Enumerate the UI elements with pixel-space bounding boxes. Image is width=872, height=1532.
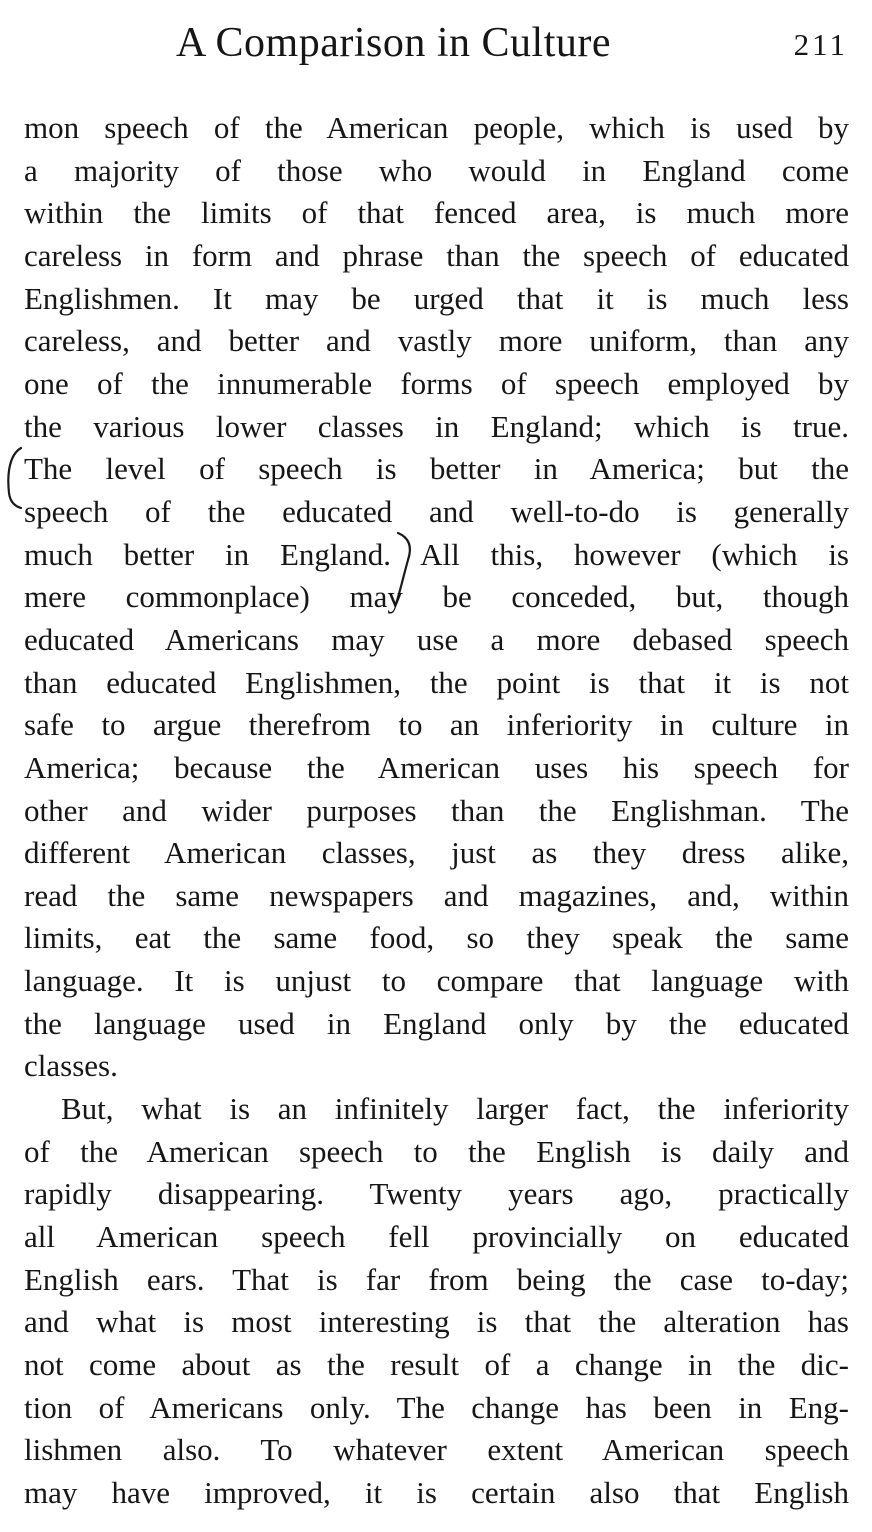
text-line: mon speech of the American people, which is used by [24,110,849,145]
text-line: the language used in England only by the educated [24,1005,849,1041]
text-line: But, what is an infinitely larger fact, the inferiority [61,1091,849,1127]
text-line: than educated Englishmen, the point is that it is not [24,664,849,700]
page-number: 211 [793,27,848,62]
text-line: other and wider purposes than the Englishman. The [24,792,849,828]
text-line: tion of Americans only. The change has been in Eng- [24,1389,849,1425]
text-line: different American classes, just as they dress alike, [24,835,849,871]
handwritten-open-bracket [4,445,24,509]
text-line: mere commonplace) may be conceded, but, though [24,579,849,615]
text-line: lishmen also. To whatever extent American speech [24,1432,849,1468]
text-line: rapidly disappearing. Twenty years ago, practically [24,1176,849,1212]
text-line: may have improved, it is certain also that English [24,1475,849,1510]
text-line: America; because the American uses his speech for [24,749,849,785]
text-line: classes. [24,1048,118,1084]
running-head [0,18,872,68]
text-line: of the American speech to the English is daily and [24,1133,849,1169]
paragraph-1 [24,107,849,1088]
text-line: one of the innumerable forms of speech employed by [24,365,849,401]
text-line: language. It is unjust to compare that language with [24,963,849,999]
text-line: English ears. That is far from being the case to-day; [24,1261,849,1297]
text-line: careless in form and phrase than the speech of educated [24,237,849,273]
paragraph-2 [24,1088,849,1515]
text-line: much better in England. All this, however (which is [24,536,849,572]
text-line: not come about as the result of a change in the dic- [24,1347,849,1383]
text-line: read the same newspapers and magazines, and, within [24,877,849,913]
text-line: careless, and better and vastly more uniform, than any [24,323,849,359]
text-line: the various lower classes in England; which is true. [24,408,849,444]
text-line: Englishmen. It may be urged that it is much less [24,280,849,316]
text-line: speech of the educated and well-to-do is generally [24,493,849,529]
text-line: all American speech fell provincially on educated [24,1219,849,1255]
text-line: within the limits of that fenced area, is much more [24,195,849,231]
text-line: safe to argue therefrom to an inferiority in culture in [24,707,849,743]
body-text [24,107,849,1515]
running-title: A Comparison in Culture [176,20,611,66]
text-line: educated Americans may use a more debased speech [24,621,849,657]
text-line: and what is most interesting is that the alteration has [24,1304,849,1340]
text-line: The level of speech is better in America; but the [24,451,849,487]
text-line: a majority of those who would in England come [24,152,849,188]
text-line: limits, eat the same food, so they speak the same [24,920,849,956]
